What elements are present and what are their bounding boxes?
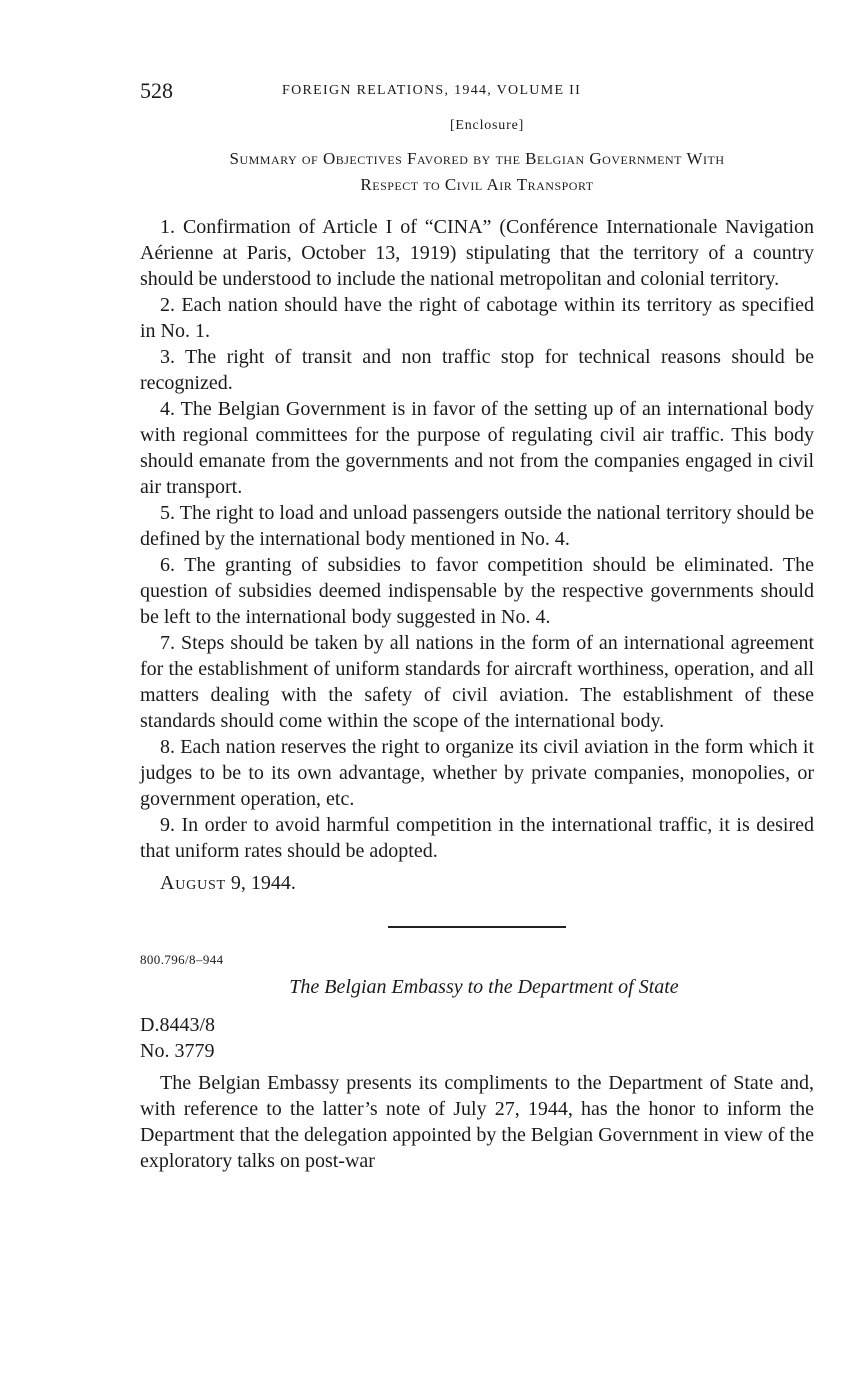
objective-1: 1. Confirmation of Article I of “CINA” (Conférence Internationale Navigation Aérienne at Paris, October 13, 1919) stipulating that the territory of a country should be understood to include the national metropolitan and colonial territory. xyxy=(140,216,814,290)
objective-2: 2. Each nation should have the right of cabotage within its territory as specified in No. 1. xyxy=(140,294,814,342)
document-page xyxy=(140,78,814,1174)
summary-title xyxy=(140,146,814,198)
embassy-note-body: The Belgian Embassy presents its compliments to the Department of State and, with reference to the latter’s note of July 27, 1944, has the honor to inform the Department that the delegation appointed by the Belgian Government in view of the exploratory talks on post-war xyxy=(140,1072,814,1172)
objective-7: 7. Steps should be taken by all nations in the form of an international agreement for the establishment of uniform standards for aircraft worthiness, operation, and all matters dealing with the safety of civil aviation. The establishment of these standards should come within the scope of the international body. xyxy=(140,632,814,732)
reference-number-2: No. 3779 xyxy=(140,1040,215,1062)
objective-9: 9. In order to avoid harmful competition in the international traffic, it is desired that uniform rates should be adopted. xyxy=(140,814,814,862)
running-head xyxy=(140,78,814,108)
page-number: 528 xyxy=(140,78,173,103)
document-heading: The Belgian Embassy to the Department of State xyxy=(289,976,679,998)
objective-6: 6. The granting of subsidies to favor competition should be eliminated. The question of subsidies deemed indispensable by the respective governments should be left to the international body suggested in No. 4. xyxy=(140,554,814,628)
objectives-list xyxy=(140,214,814,864)
summary-title-line-1: Summary of Objectives Favored by the Belgian Government With xyxy=(229,149,725,168)
objective-4: 4. The Belgian Government is in favor of the setting up of an international body with regional committees for the purpose of regulating civil air traffic. This body should emanate from the governments and not from the companies engaged in civil air transport. xyxy=(140,398,814,498)
objective-3: 3. The right of transit and non traffic stop for technical reasons should be recognized. xyxy=(140,346,814,394)
enclosure-label: [Enclosure] xyxy=(449,118,525,133)
objective-8: 8. Each nation reserves the right to organize its civil aviation in the form which it judges to be to its own advantage, whether by private companies, monopolies, or government operation, etc. xyxy=(140,736,814,810)
reference-number-1: D.8443/8 xyxy=(140,1014,215,1036)
file-reference: 800.796/8–944 xyxy=(140,952,224,967)
objective-5: 5. The right to load and unload passengers outside the national territory should be defined by the international body mentioned in No. 4. xyxy=(140,502,814,550)
summary-title-line-2: Respect to Civil Air Transport xyxy=(360,175,594,194)
date-month: August xyxy=(160,872,226,894)
section-divider xyxy=(388,926,566,928)
enclosure-date xyxy=(140,870,814,896)
running-head-title: FOREIGN RELATIONS, 1944, VOLUME II xyxy=(282,83,582,98)
date-rest: 9, 1944. xyxy=(225,872,296,894)
